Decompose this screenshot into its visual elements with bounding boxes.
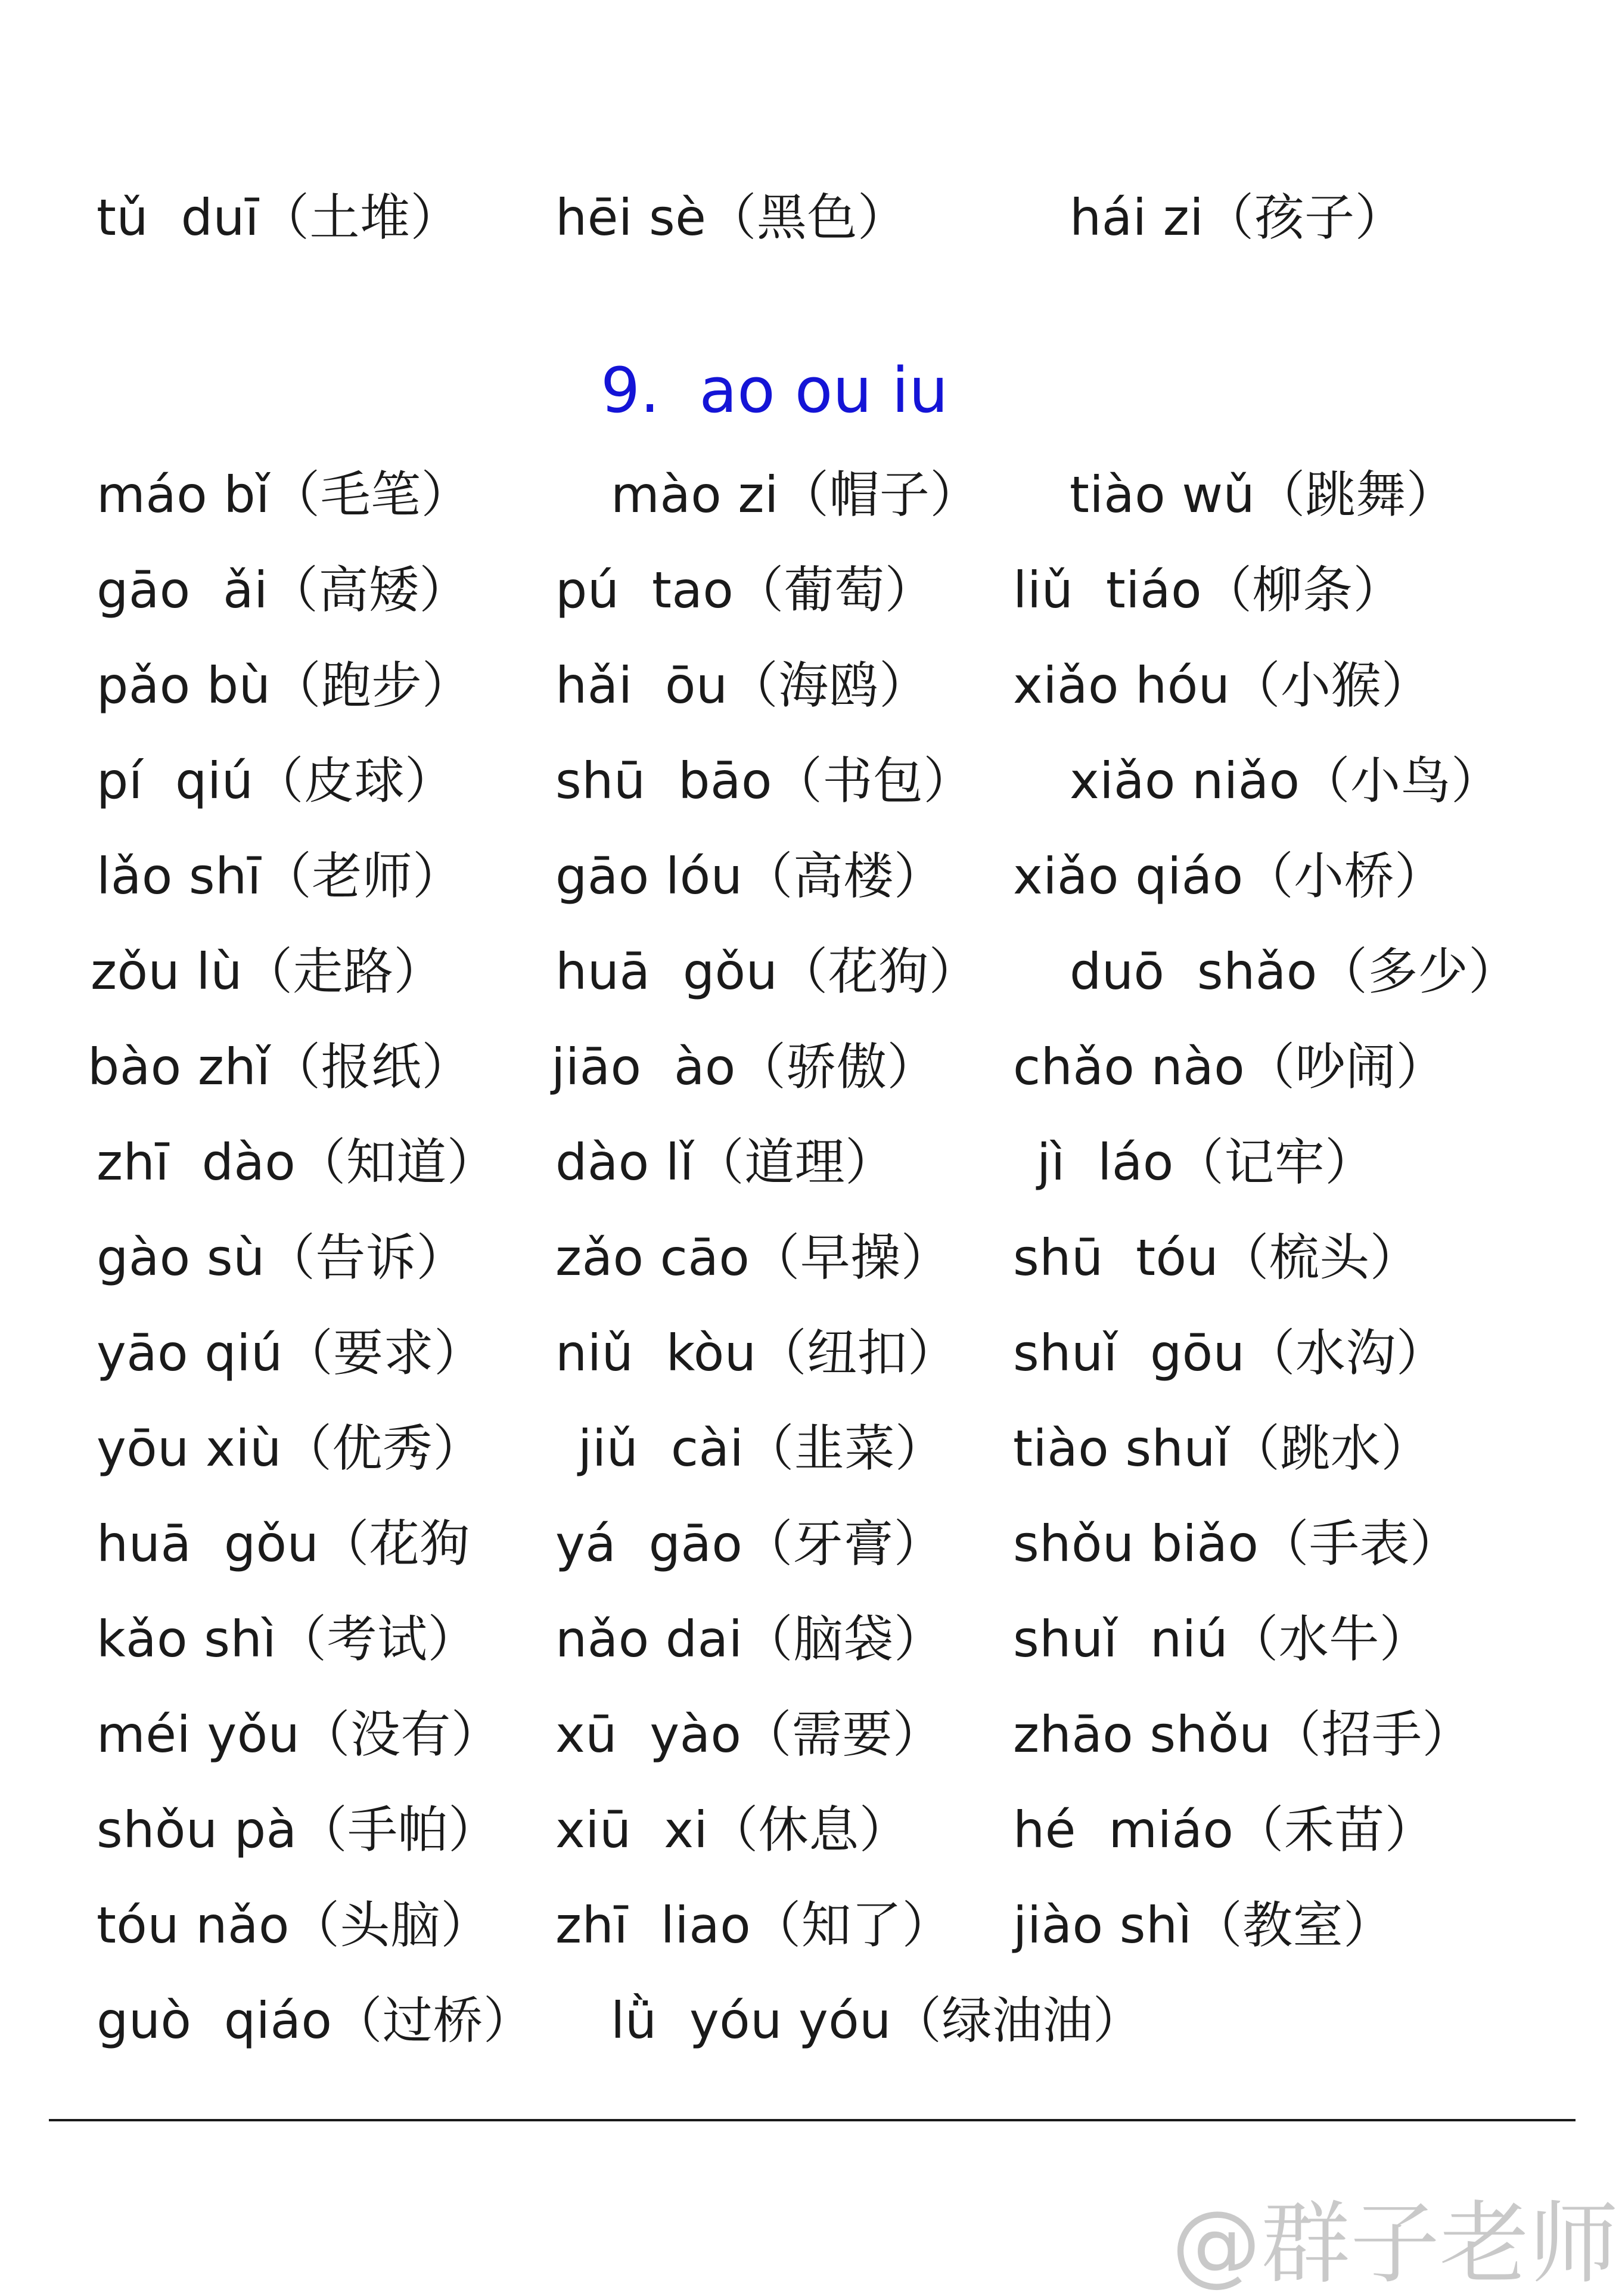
vocab-entry: hái zi（孩子）	[1070, 188, 1406, 247]
vocab-entry: gāo lóu（高楼）	[555, 847, 944, 905]
vocab-entry: duō shǎo（多少）	[1070, 942, 1519, 1001]
vocab-row	[0, 1985, 1622, 2056]
vocab-entry: yāo qiú（要求）	[97, 1324, 484, 1382]
vocab-entry: nǎo dai（脑袋）	[555, 1610, 944, 1668]
vocab-entry: shuǐ gōu（水沟）	[1013, 1324, 1447, 1382]
vocab-entry: huā gǒu（花狗	[97, 1515, 470, 1573]
vocab-entry: yōu xiù（优秀）	[97, 1419, 483, 1478]
vocab-entry: mào zi（帽子）	[611, 466, 980, 524]
vocab-row	[0, 1889, 1622, 1961]
vocab-entry: niǔ kòu（纽扣）	[555, 1324, 958, 1382]
vocab-entry: kǎo shì（考试）	[97, 1610, 478, 1668]
vocab-row	[0, 1127, 1622, 1198]
vocab-entry: chǎo nào（吵闹）	[1013, 1038, 1447, 1096]
vocab-entry: gāo ǎi（高矮）	[97, 561, 470, 619]
vocab-entry: xiǎo niǎo（小鸟）	[1070, 752, 1502, 810]
vocab-row	[0, 1222, 1622, 1293]
vocab-entry: tǔ duī（土堆）	[97, 188, 461, 247]
vocab-entry: tiào wǔ（跳舞）	[1070, 466, 1457, 524]
vocab-entry: xiǎo qiáo（小桥）	[1013, 847, 1445, 905]
vocab-entry: shū bāo（书包）	[555, 752, 974, 810]
vocab-entry: shǒu biǎo（手表）	[1013, 1515, 1461, 1573]
vocab-row	[0, 650, 1622, 721]
vocab-row	[0, 1031, 1622, 1103]
vocab-entry: pú tao（葡萄）	[555, 561, 936, 619]
vocab-entry: zǎo cāo（早操）	[555, 1228, 952, 1287]
vocab-entry: jì láo（记牢）	[1037, 1133, 1375, 1192]
vocab-row	[0, 1603, 1622, 1675]
vocab-entry: hé miáo（禾苗）	[1013, 1801, 1435, 1859]
vocab-entry: xiū xi（休息）	[555, 1801, 910, 1859]
vocab-entry: liǔ tiáo（柳条）	[1013, 561, 1403, 619]
vocab-entry: jiào shì（教室）	[1013, 1896, 1394, 1954]
vocab-entry: jiāo ào（骄傲）	[551, 1038, 937, 1096]
vocab-entry: gào sù（告诉）	[97, 1228, 467, 1287]
vocab-entry: máo bǐ（毛笔）	[97, 466, 472, 524]
vocab-entry: xū yào（需要）	[555, 1705, 943, 1764]
vocab-row	[0, 936, 1622, 1007]
vocab-entry: pí qiú（皮球）	[97, 752, 455, 810]
vocab-entry: zhī liao（知了）	[555, 1896, 953, 1954]
vocab-row	[0, 1317, 1622, 1389]
vocab-entry: hǎi ōu（海鸥）	[555, 656, 930, 715]
vocab-entry: xiǎo hóu（小猴）	[1013, 656, 1432, 715]
vocab-entry: zhī dào（知道）	[97, 1133, 498, 1192]
vocab-row	[0, 1794, 1622, 1866]
vocab-row	[0, 745, 1622, 817]
vocab-entry: hēi sè（黑色）	[555, 188, 908, 247]
vocab-entry: shǒu pà（手帕）	[97, 1801, 499, 1859]
watermark: @群子老师	[1171, 2192, 1618, 2296]
vocab-entry: zǒu lù（走路）	[91, 942, 445, 1001]
vocab-entry: tóu nǎo（头脑）	[97, 1896, 491, 1954]
bottom-divider	[49, 2119, 1576, 2121]
vocab-entry: dào lǐ（道理）	[555, 1133, 896, 1192]
top-row	[0, 182, 1622, 253]
vocab-entry: huā gǒu（花狗）	[555, 942, 980, 1001]
vocab-row	[0, 1508, 1622, 1580]
section-heading: 9. ao ou iu	[601, 354, 949, 427]
vocab-entry: jiǔ cài（韭菜）	[578, 1419, 946, 1478]
vocab-entry: shuǐ niú（水牛）	[1013, 1610, 1430, 1668]
vocab-row	[0, 840, 1622, 912]
vocab-row	[0, 1699, 1622, 1770]
vocab-row	[0, 1413, 1622, 1484]
vocab-row	[0, 554, 1622, 626]
vocab-entry: yá gāo（牙膏）	[555, 1515, 944, 1573]
vocab-entry: shū tóu（梳头）	[1013, 1228, 1421, 1287]
vocab-entry: guò qiáo（过桥）	[97, 1991, 534, 2050]
vocab-entry: méi yǒu（没有）	[97, 1705, 502, 1764]
vocab-entry: zhāo shǒu（招手）	[1013, 1705, 1473, 1764]
vocab-entry: lǎo shī（老师）	[97, 847, 463, 905]
vocab-entry: lǜ yóu yóu（绿油油）	[611, 1991, 1144, 2050]
vocab-entry: bào zhǐ（报纸）	[88, 1038, 473, 1096]
vocab-entry: pǎo bù（跑步）	[97, 656, 473, 715]
vocab-row	[0, 459, 1622, 530]
vocab-entry: tiào shuǐ（跳水）	[1013, 1419, 1431, 1478]
